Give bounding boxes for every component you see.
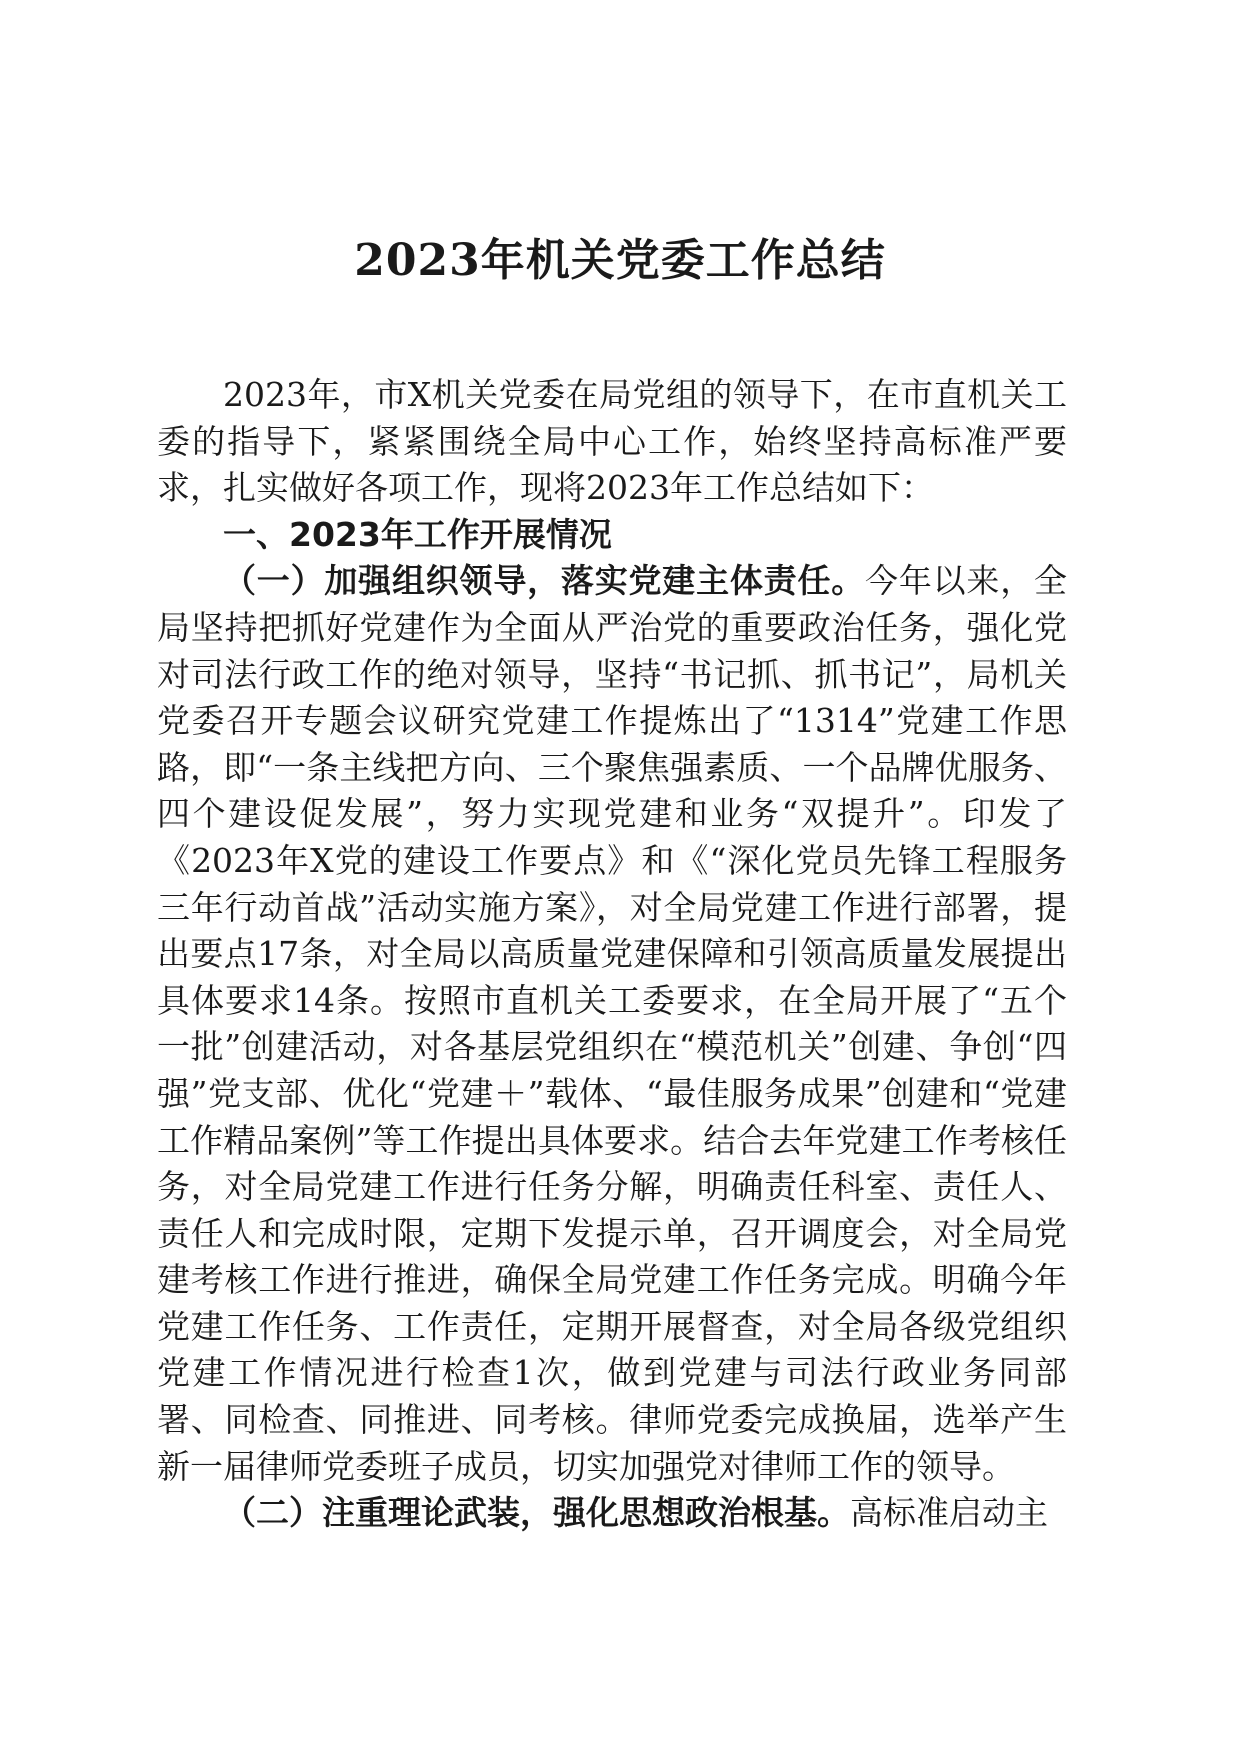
item-2-text: 高标准启动主 — [850, 1493, 1048, 1533]
item-2-lead: （二）注重理论武装，强化思想政治根基。 — [223, 1493, 850, 1533]
intro-paragraph: 2023年，市X机关党委在局党组的领导下，在市直机关工委的指导下，紧紧围绕全局中心工作，始终坚持高标准严要求，扎实做好各项工作，现将2023年工作总结如下： — [157, 375, 1067, 508]
item-1-lead: （一）加强组织领导，落实党建主体责任。 — [223, 561, 866, 601]
document-title: 2023年机关党委工作总结 — [354, 235, 886, 286]
item-2-paragraph — [157, 1490, 1067, 1537]
item-1-text: 今年以来，全局坚持把抓好党建作为全面从严治党的重要政治任务，强化党对司法行政工作的绝对领导，坚持“书记抓、抓书记”，局机关党委召开专题会议研究党建工作提炼出了“1314”党建工作思路，即“一条主线把方向、三个聚焦强素质、一个品牌优服务、四个建设促发展”，努力实现党建和业务“双提升”。印发了《2023年X党的建设工作要点》和《“深化党员先锋工程服务三年行动首战”活动实施方案》，对全局党建工作进行部署，提出要点17条，对全局以高质量党建保障和引领高质量发展提出具体要求14条。按照市直机关工委要求，在全局开展了“五个一批”创建活动，对各基层党组织在“模范机关”创建、争创“四强”党支部、优化“党建＋”载体、“最佳服务成果”创建和“党建工作精品案例”等工作提出具体要求。结合去年党建工作考核任务，对全局党建工作进行任务分解，明确责任科室、责任人、责任人和完成时限，定期下发提示单，召开调度会，对全局党建考核工作进行推进，确保全局党建工作任务完成。明确今年党建工作任务、工作责任，定期开展督查，对全局各级党组织党建工作情况进行检查1次，做到党建与司法行政业务同部署、同检查、同推进、同考核。律师党委完成换届，选举产生新一届律师党委班子成员，切实加强党对律师工作的领导。 — [157, 561, 1068, 1486]
item-1-paragraph — [157, 558, 1067, 1490]
section-heading: 一、2023年工作开展情况 — [223, 514, 612, 554]
document-body — [157, 372, 1067, 1537]
